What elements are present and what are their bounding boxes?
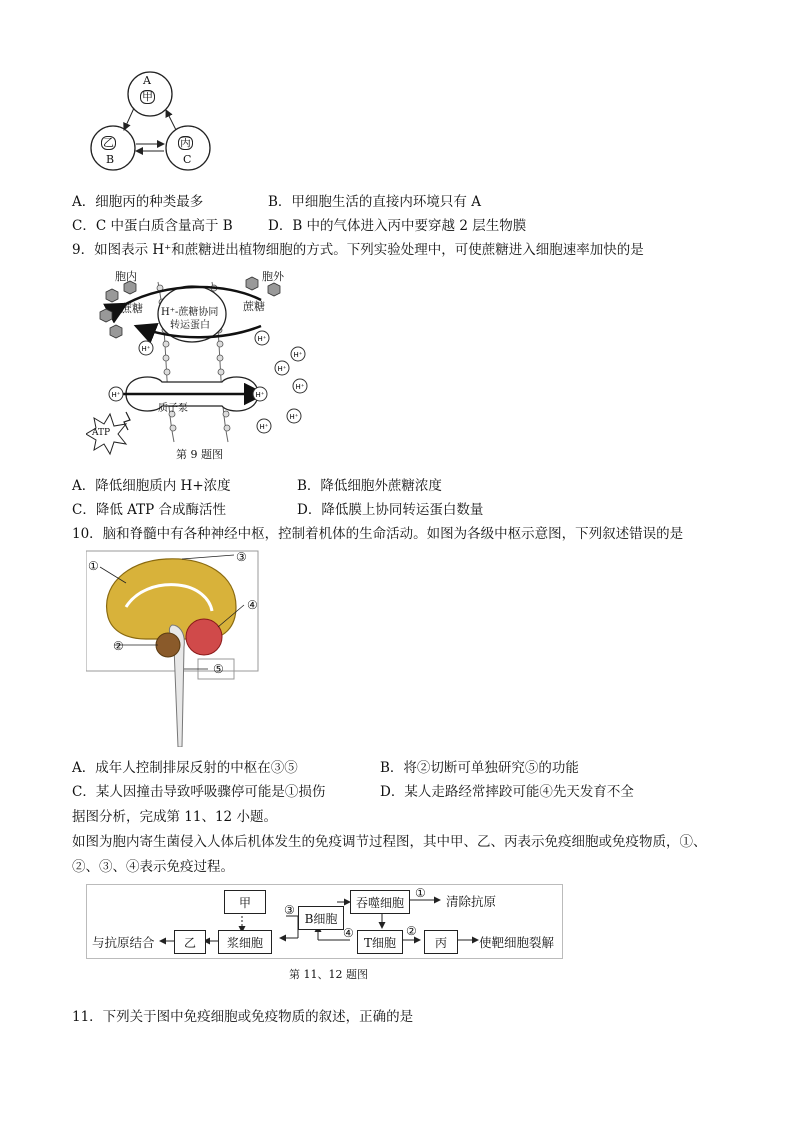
q9-atp-label: ATP: [92, 428, 111, 438]
h-ion-label: H⁺: [257, 335, 267, 343]
q9-outside-label: 胞外: [262, 270, 284, 283]
q10-option-d: D．某人走路经常摔跤可能④先天发育不全: [380, 784, 634, 800]
node-b-glyph: 乙: [103, 136, 114, 149]
intro-line-1: 据图分析，完成第 11、12 小题。: [72, 809, 277, 825]
q8-option-b: B．甲细胞生活的直接内环境只有 A: [268, 194, 481, 210]
h-ion-label: H⁺: [255, 391, 265, 399]
q9-sucrose-right: 蔗糖: [243, 300, 265, 313]
q11-stem: 11．下列关于图中免疫细胞或免疫物质的叙述，正确的是: [72, 1009, 414, 1025]
q9-proton-pump-label: 质子泵: [158, 403, 188, 414]
brain-label-3: ③: [236, 550, 247, 564]
h-ion-label: H⁺: [141, 345, 151, 353]
process-2-label: ②: [406, 924, 417, 938]
q9-membrane-figure: [86, 262, 326, 462]
q9-stem: 9．如图表示 H⁺和蔗糖进出植物细胞的方式。下列实验处理中，可使蔗糖进入细胞速率加快的是: [72, 242, 644, 258]
q8-option-d: D．B 中的气体进入丙中要穿越 2 层生物膜: [268, 218, 527, 234]
h-ion-label: H⁺: [259, 423, 269, 431]
q8-option-c: C．C 中蛋白质含量高于 B: [72, 218, 233, 234]
node-a-label: 甲: [142, 90, 153, 103]
q8-option-a: A．细胞丙的种类最多: [72, 194, 204, 210]
h-ion-label: H⁺: [289, 413, 299, 421]
bing-box: 丙: [424, 930, 458, 954]
q10-option-a: A．成年人控制排尿反射的中枢在③⑤: [72, 760, 298, 776]
b-cell-box: B细胞: [298, 906, 344, 930]
process-1-label: ①: [415, 886, 426, 900]
immune-figure-caption: 第 11、12 题图: [289, 968, 368, 981]
brain-label-4: ④: [247, 598, 258, 612]
h-ion-label: H⁺: [295, 383, 305, 391]
q9-sucrose-left: 蔗糖: [121, 302, 143, 315]
q9-cotransporter-label-1: H⁺-蔗糖协同: [161, 307, 219, 318]
node-b-label: B: [106, 153, 115, 166]
node-c-glyph: 丙: [180, 136, 191, 149]
intro-line-2: 如图为胞内寄生菌侵入人体后机体发生的免疫调节过程图，其中甲、乙、丙表示免疫细胞或免疫物质，①、: [72, 834, 707, 850]
process-3-label: ③: [284, 903, 295, 917]
plasma-cell-box: 浆细胞: [218, 930, 272, 954]
q10-stem: 10．脑和脊髓中有各种神经中枢，控制着机体的生命活动。如图为各级中枢示意图，下列叙述错误的是: [72, 526, 684, 542]
h-ion-label: H⁺: [293, 351, 303, 359]
q9-option-c: C．降低 ATP 合成酶活性: [72, 502, 227, 518]
brain-label-5: ⑤: [213, 662, 224, 676]
process-4-label: ④: [343, 926, 354, 940]
q9-cotransporter-label-2: 转运蛋白: [170, 320, 210, 331]
node-a-glyph: A: [143, 74, 151, 87]
q10-option-b: B．将②切断可单独研究⑤的功能: [380, 760, 579, 776]
q9-option-a: A．降低细胞质内 H+浓度: [72, 478, 231, 494]
bind-antigen-text: 与抗原结合: [92, 935, 155, 950]
jia-box: 甲: [224, 890, 266, 914]
q9-option-d: D．降低膜上协同转运蛋白数量: [297, 502, 484, 518]
q9-option-b: B．降低细胞外蔗糖浓度: [297, 478, 442, 494]
q9-figure-caption: 第 9 题图: [176, 448, 223, 461]
phagocyte-box: 吞噬细胞: [350, 890, 410, 914]
h-ion-label: H⁺: [111, 391, 121, 399]
t-cell-box: T细胞: [357, 930, 403, 954]
brain-label-2: ②: [113, 639, 124, 653]
lyse-target-text: 使靶细胞裂解: [479, 935, 555, 950]
clear-antigen-text: 清除抗原: [446, 894, 497, 909]
node-c-label: C: [183, 153, 192, 166]
q10-option-c: C．某人因撞击导致呼吸骤停可能是①损伤: [72, 784, 326, 800]
q9-inside-label: 胞内: [115, 270, 137, 283]
intro-line-3: ②、③、④表示免疫过程。: [72, 859, 234, 875]
h-ion-label: H⁺: [277, 365, 287, 373]
brain-label-1: ①: [88, 559, 99, 573]
yi-box: 乙: [174, 930, 206, 954]
